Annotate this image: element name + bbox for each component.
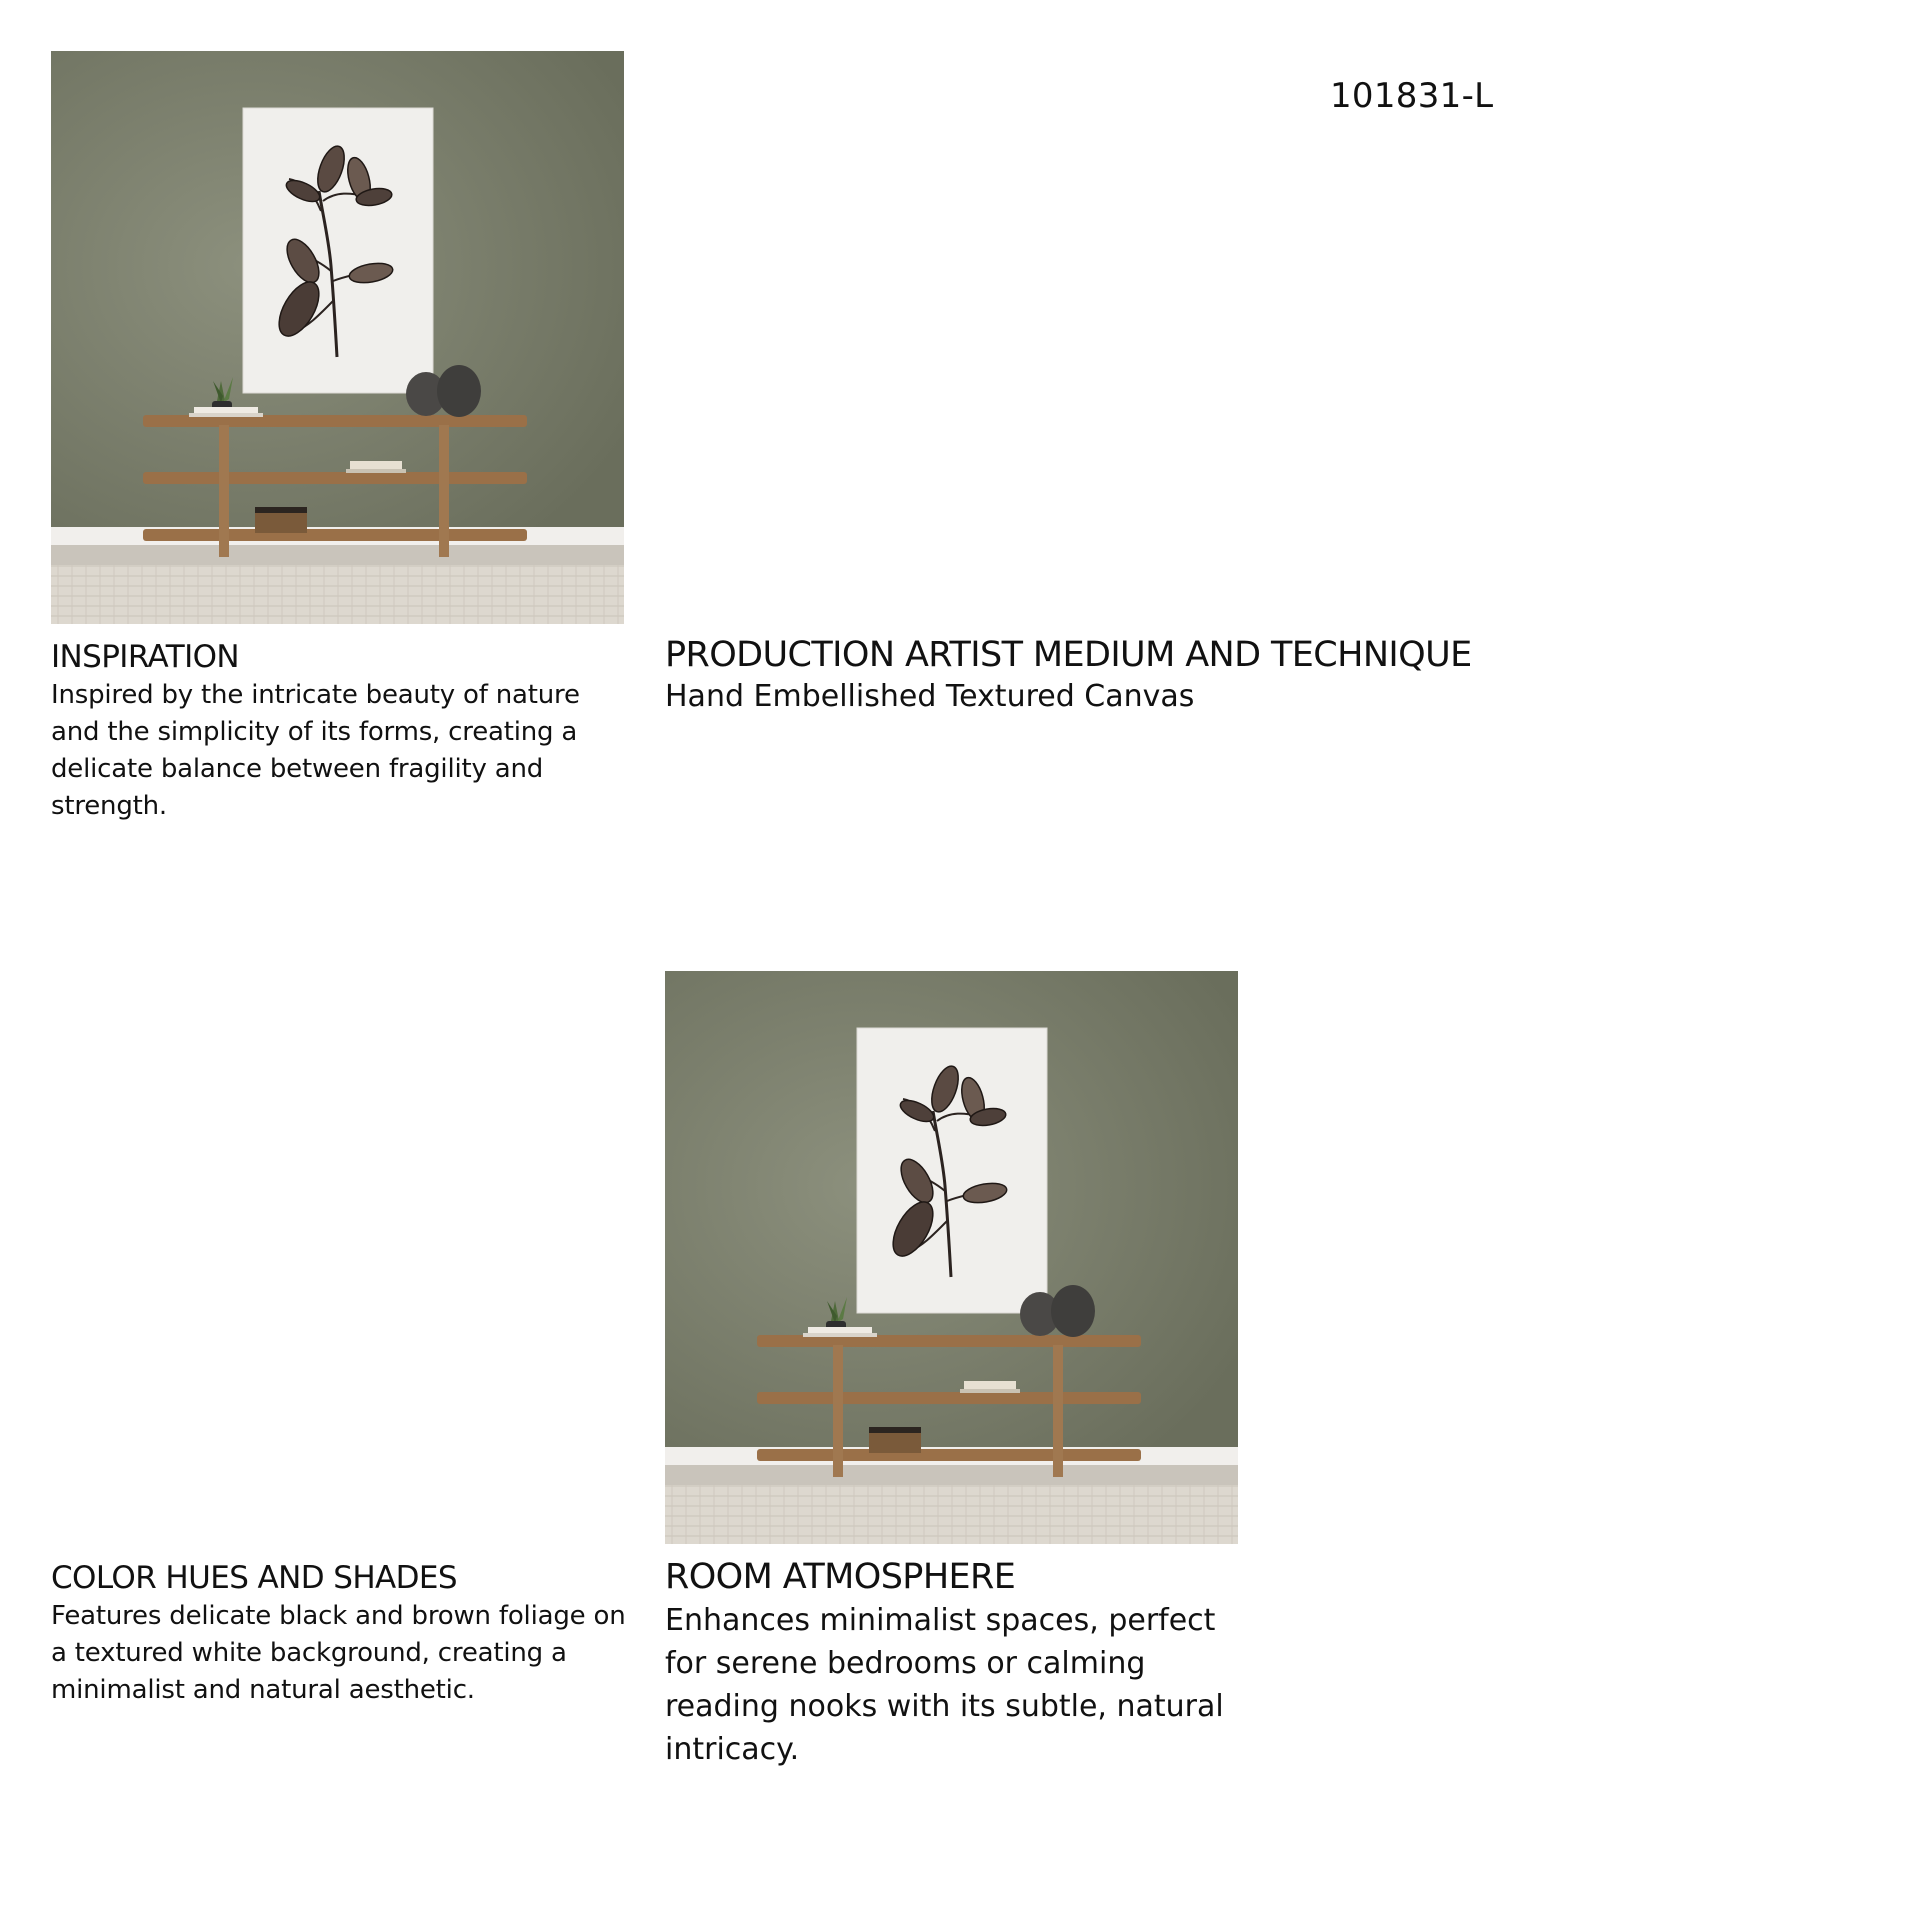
color-section (51, 1561, 631, 1709)
room-body: Enhances minimalist spaces, perfect for serene bedrooms or calming reading nooks with its subtle, natural intricacy. (665, 1602, 1224, 1767)
product-code: 101831-L (1330, 76, 1494, 116)
room-photo-primary (51, 51, 624, 624)
room-heading: ROOM ATMOSPHERE (665, 1557, 1016, 1597)
inspiration-body: Inspired by the intricate beauty of nature and the simplicity of its forms, creating a delicate balance between fragility and strength. (51, 680, 580, 822)
color-heading: COLOR HUES AND SHADES (51, 1560, 457, 1596)
production-section (665, 636, 1565, 717)
color-body: Features delicate black and brown foliage on a textured white background, creating a minimalist and natural aesthetic. (51, 1601, 626, 1706)
production-heading: PRODUCTION ARTIST MEDIUM AND TECHNIQUE (665, 635, 1472, 675)
production-body: Hand Embellished Textured Canvas (665, 678, 1195, 714)
room-section (665, 1558, 1265, 1771)
inspiration-section (51, 640, 631, 825)
room-photo-secondary (665, 971, 1238, 1544)
inspiration-heading: INSPIRATION (51, 639, 239, 675)
